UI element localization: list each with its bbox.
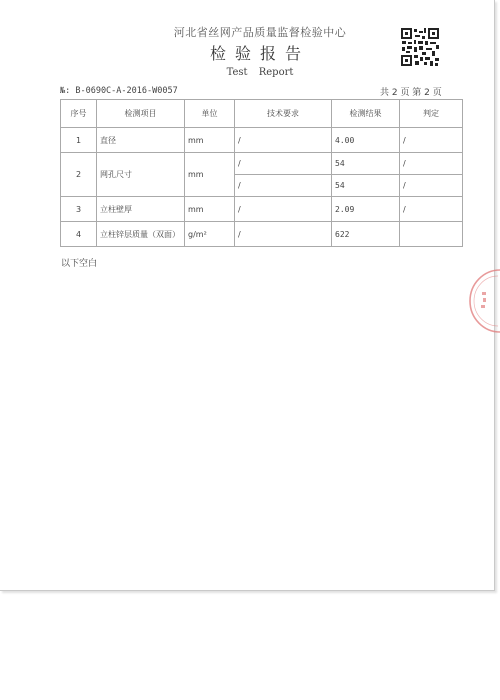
table-row [61,153,463,175]
row-verdict: / [400,197,463,222]
report-title: 检验报告 [209,44,310,63]
report-number: №: B-0690C-A-2016-W0057 [60,86,178,96]
row-spec: / [235,197,332,222]
row-unit: mm [185,197,235,222]
row-verdict [400,222,463,247]
row-spec: / [235,128,332,153]
row-result: 4.00 [332,128,400,153]
col-header-result: 检测结果 [332,100,400,128]
row-unit: g/m² [185,222,235,247]
row-spec: / [235,175,332,197]
col-header-verdict: 判定 [400,100,463,128]
table-row [61,128,463,153]
row-result: 2.09 [332,197,400,222]
row-result: 54 [332,153,400,175]
row-number: 4 [61,222,97,247]
row-number: 1 [61,128,97,153]
col-header-item: 检测项目 [97,100,185,128]
page-info: 共 2 页 第 2 页 [380,88,442,98]
col-header-no: 序号 [61,100,97,128]
row-result: 622 [332,222,400,247]
results-table [60,99,463,247]
row-verdict: / [400,128,463,153]
end-of-content-note: 以下空白 [61,259,98,269]
table-header-row [61,100,463,128]
table-row [61,222,463,247]
row-verdict: / [400,153,463,175]
row-item: 网孔尺寸 [97,153,185,197]
red-seal-stamp [462,268,500,334]
report-subtitle: Test Report [226,67,294,78]
table-row [61,197,463,222]
row-unit: mm [185,153,235,197]
col-header-unit: 单位 [185,100,235,128]
row-result: 54 [332,175,400,197]
row-item: 立柱锌层质量（双面） [97,222,185,247]
row-spec: / [235,222,332,247]
qr-code-icon [400,27,440,67]
row-item: 直径 [97,128,185,153]
row-verdict: / [400,175,463,197]
issuing-organization: 河北省丝网产品质量监督检验中心 [173,26,347,39]
row-spec: / [235,153,332,175]
row-number: 3 [61,197,97,222]
row-item: 立柱壁厚 [97,197,185,222]
col-header-spec: 技术要求 [235,100,332,128]
row-unit: mm [185,128,235,153]
row-number: 2 [61,153,97,197]
